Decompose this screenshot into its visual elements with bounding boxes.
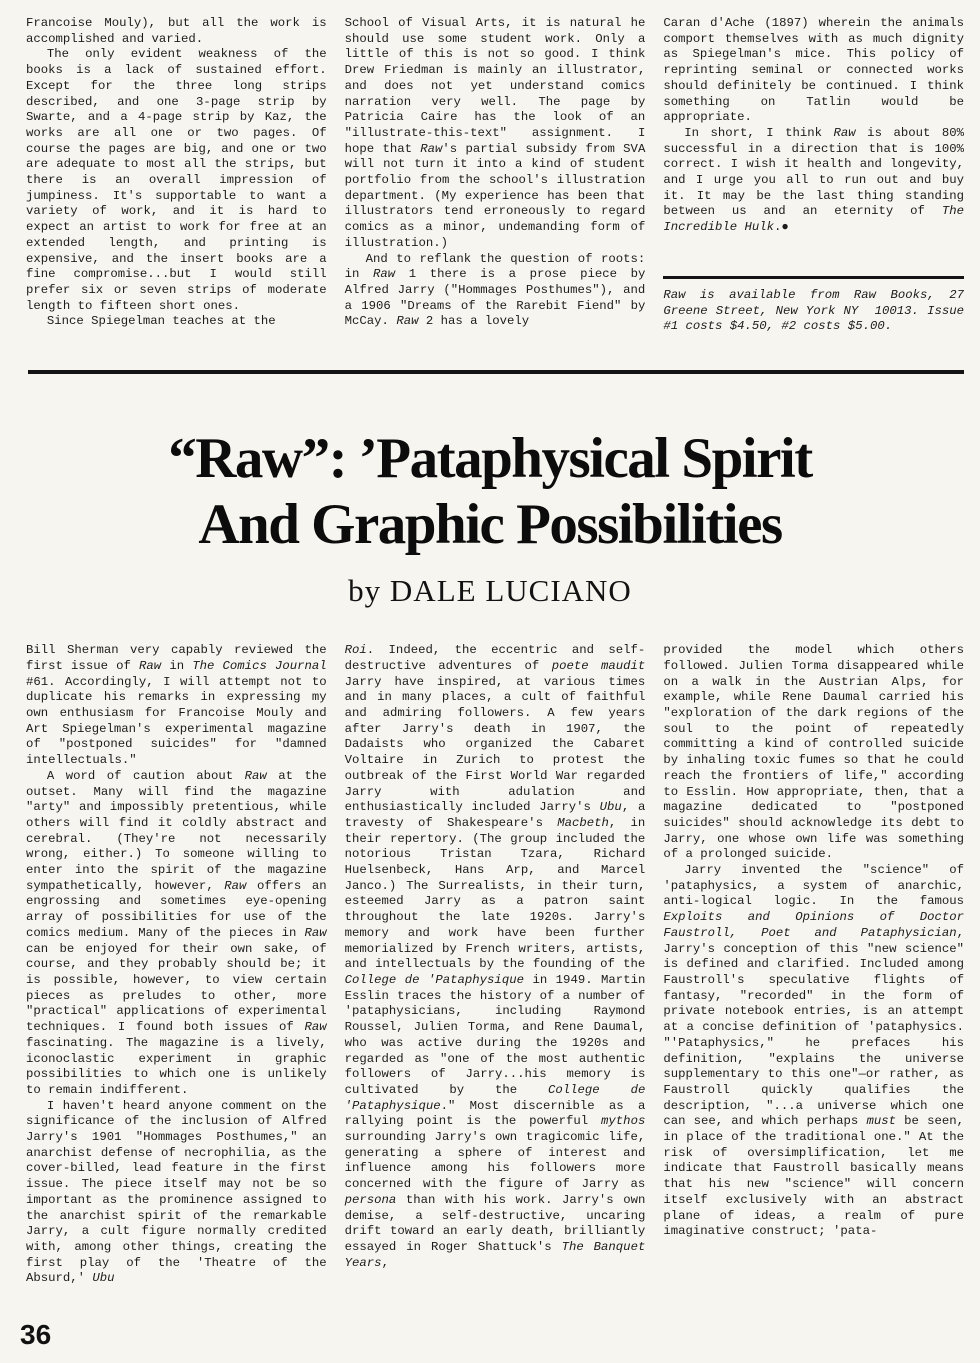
text-run: Caran d'Ache (1897) wherein the animals comport themselves with as much dignity as Spiegelman's mice. This policy of reprinting seminal or connected works should definitely be continued. I think something on Tatlin would be appropriate.	[663, 16, 964, 125]
italic-text-run: Raw	[373, 267, 396, 282]
text-run: A word of caution about	[46, 768, 245, 783]
italic-text-run: Raw	[833, 125, 856, 140]
text-run: be seen, in place of the traditional one." At the risk of oversimplification, let me indicate that Faustroll basically means that his new "science" will concern itself exclusively with an abstract plane of ideas, a realm of pure imaginative construct; 'pata-	[663, 1114, 964, 1239]
italic-text-run: Raw	[396, 314, 419, 329]
text-run: , Jarry's conception of this "new science" is defined and clarified. Included among Faustroll's speculative flights of fantasy, "recorded" in the form of private notebook entries, is an attempt at a concise definition of 'pataphysics. "'Pataphysics," he prefaces his definition, "explains the universe supplementary to this one"—or rather, as Faustroll quickly qualifies the description, "...a universe which one can see, and which perhaps	[663, 925, 964, 1129]
main-column-3	[663, 643, 964, 1287]
italic-text-run: Macbeth	[557, 815, 609, 830]
section-divider-rule	[28, 370, 964, 374]
text-run: is about 80% successful in a direction that is 100% correct. I wish it health and longevity, and I urge you all to run out and buy it. It may be the last thing standing between us and an eternity of	[663, 125, 964, 219]
text-run: in 1949. Martin Esslin traces the history of a number of 'pataphysicians, including Raymond Roussel, Julien Torma, and Rene Daumal, who was active during the 1920s and regarded as "one of the most authentic followers of Jarry...his memory is cultivated by the	[344, 972, 646, 1097]
text-run: And to reflank the question of roots: in	[344, 251, 646, 282]
paragraph	[26, 1099, 327, 1287]
text-run: #61. Accordingly, I will attempt not to duplicate his remarks in expressing my own enthusiasm for Francoise Mouly and Art Spiegelman's experimental magazine of "postponed suicides" for "damned intellectuals."	[26, 674, 327, 768]
text-run: , in their repertory. (The group included the notorious Tristan Tzara, Richard Huelsenbeck, Hans Arp, and Marcel Janco.) The Surrealists, in their turn, esteemed Jarry as a patron saint throughout the late 1920s. Jarry's memory and work have been further memorialized by French writers, artists, and intellectuals by the founding of the	[344, 815, 646, 972]
page-number: 36	[20, 1319, 52, 1350]
text-run: Jarry have inspired, at various times and in many places, a cult of faithful and admiring followers. A few years after Jarry's death in 1907, the Dadaists who organized the Cabaret Voltaire in Zurich to protest the outbreak of the First World War regarded Jarry with adulation and enthusiastically included Jarry's	[344, 674, 646, 815]
italic-text-run: College de 'Pataphysique	[344, 972, 524, 987]
text-run: Francoise Mouly), but all the work is accomplished and varied.	[26, 16, 327, 46]
paragraph	[26, 769, 327, 1099]
italic-text-run: Roi	[344, 643, 367, 658]
text-run: offers an engrossing and sometimes eye-opening array of possibilities for use of the comics medium. Many of the pieces in	[26, 878, 327, 940]
text-run: fascinating. The magazine is a lively, iconoclastic experiment in graphic possibilities to which one is unlikely to remain indifferent.	[26, 1035, 327, 1097]
italic-text-run: The Incredible Hulk	[663, 204, 964, 235]
paragraph	[663, 863, 964, 1240]
text-run: Jarry invented the "science" of 'pataphysics, a system of anarchic, anti-logical logic. In the famous	[663, 863, 964, 909]
text-run: than with his work. Jarry's own demise, a self-destructive, uncaring drift toward an early death, brilliantly essayed in Roger Shattuck's	[344, 1192, 646, 1254]
article-title-line1: “Raw”: ’Pataphysical Spirit	[168, 427, 812, 490]
availability-note-rule	[663, 276, 964, 279]
text-run: at the outset. Many will find the magazine "arty" and impossibly pretentious, while others will find it coldly abstract and cerebral. (They're not necessarily wrong, either.) To someone willing to enter into the spirit of the magazine sympathetically, however,	[26, 768, 327, 893]
text-run: 1 there is a prose piece by Alfred Jarry ("Hommages Posthumes"), and a 1906 "Dreams of the Rarebit Fiend" by McCay.	[344, 267, 646, 329]
italic-text-run: Raw	[420, 141, 443, 156]
text-run: ,	[381, 1255, 389, 1270]
text-run: School of Visual Arts, it is natural he should use some student work. Only a little of this is not so good. I think Drew Friedman is mainly an illustrator, and does not yet understand comics narration very well. The page by Patricia Caire has the look of an "illustrate-this-text" assignment. I hope that	[344, 16, 646, 156]
top-column-2	[345, 16, 646, 358]
paragraph	[663, 16, 964, 126]
top-column-3-text	[663, 16, 964, 236]
text-run: 2 has a lovely	[418, 314, 530, 329]
text-run: Since Spiegelman teaches at the	[46, 314, 276, 329]
paragraph	[26, 47, 327, 314]
italic-text-run: poete maudit	[551, 658, 646, 673]
text-run: I haven't heard anyone comment on the significance of the inclusion of Alfred Jarry's 1901 "Hommages Posthumes," an anarchist defense of necrophilia, as the cover-billed, lead feature in the first issue. The piece itself may not be so important as the prominence assigned to the anarchist spirit of the remarkable Jarry, a cult figure normally credited with, among other things, creating the first play of the 'Theatre of the Absurd,'	[26, 1098, 327, 1286]
text-run: .●	[774, 220, 789, 235]
text-run: In short, I think	[684, 125, 834, 140]
top-column-1	[26, 16, 327, 358]
text-run: Bill Sherman very capably reviewed the first issue of	[26, 643, 327, 673]
paragraph	[345, 252, 646, 331]
italic-text-run: Raw is available from Raw Books, 27 Greene Street, New York NY 10013. Issue #1 costs $4.50, #2 costs $5.00.	[663, 287, 964, 334]
main-column-2	[345, 643, 646, 1287]
italic-text-run: Raw	[224, 878, 247, 893]
paragraph	[26, 314, 327, 330]
top-article-section	[0, 0, 980, 358]
paragraph	[663, 643, 964, 863]
article-title-line2: And Graphic Possibilities	[198, 493, 782, 557]
article-header	[0, 426, 980, 609]
availability-note	[663, 288, 964, 335]
italic-text-run: Exploits and Opinions of Doctor Faustroll, Poet and Pataphysician	[663, 910, 964, 940]
italic-text-run: must	[866, 1114, 896, 1129]
italic-text-run: College de 'Pataphysique	[344, 1082, 646, 1113]
text-run: The only evident weakness of the books is a lack of sustained effort. Except for the three long strips described, and one 3-page strip by Swarte, and a 4-page strip by Kaz, the works are all one or two pages. Of course the pages are big, and one or two are adequate to most all the strips, but there is an overall impression of jumpiness. It's supportable to want a variety of work, and it is hard to expect an artist to work for free at an extended length, and printing is expensive, and the insert books are a fine compromise...but I would still prefer six or seven strips of moderate length to fifteen short ones.	[26, 47, 327, 313]
paragraph	[26, 643, 327, 769]
paragraph	[26, 16, 327, 47]
italic-text-run: persona	[344, 1192, 397, 1207]
italic-text-run: Ubu	[599, 800, 622, 815]
main-column-1	[26, 643, 327, 1287]
top-column-3	[663, 16, 964, 358]
text-run: provided the model which others followed. Julien Torma disappeared while on a walk in the Austrian Alps, for example, while Rene Daumal carried his "exploration of the dark regions of the soul to the point of repeatedly committing a kind of controlled suicide by inhaling toxic fumes so that he could reach the frontiers of life," according to Esslin. How appropriate, then, that a magazine dedicated to "postponed suicides" should acknowledge its debt to Jarry, one whose own life was something of a prolonged suicide.	[663, 643, 964, 862]
paragraph	[663, 126, 964, 236]
text-run: , a travesty of Shakespeare's	[344, 800, 646, 830]
text-run: 's partial subsidy from SVA will not turn it into a kind of student portfolio from the school's illustration department. (My experience has been that illustrators tend erroneously to regard comics as a minor, undemanding form of illustration.)	[344, 141, 646, 250]
article-byline: by DALE LUCIANO	[348, 573, 632, 609]
text-run: surrounding Jarry's own tragicomic life, generating a sphere of interest and influence among his followers more concerned with the figure of Jarry as	[344, 1130, 646, 1192]
italic-text-run: Ubu	[92, 1271, 115, 1286]
italic-text-run: Raw	[304, 925, 327, 940]
main-article-section	[0, 609, 980, 1287]
italic-text-run: The Comics Journal	[192, 658, 327, 673]
italic-text-run: Raw	[139, 658, 162, 673]
italic-text-run: mythos	[601, 1114, 646, 1129]
italic-text-run: Raw	[244, 768, 267, 783]
article-title	[0, 426, 980, 558]
italic-text-run: The Banquet Years	[344, 1239, 646, 1270]
paragraph	[345, 16, 646, 252]
text-run: ." Most discernible as a rallying point is the powerful	[344, 1098, 646, 1129]
text-run: . Indeed, the eccentric and self-destructive adventures of	[344, 643, 646, 673]
text-run: can be enjoyed for their own sake, of course, and they probably should be; it is possible, however, to view certain pieces as preludes to other, more "practical" applications of experimental techniques. I found both issues of	[26, 941, 327, 1035]
italic-text-run: Raw	[304, 1020, 327, 1035]
paragraph	[345, 643, 646, 1271]
text-run: in	[161, 658, 193, 673]
